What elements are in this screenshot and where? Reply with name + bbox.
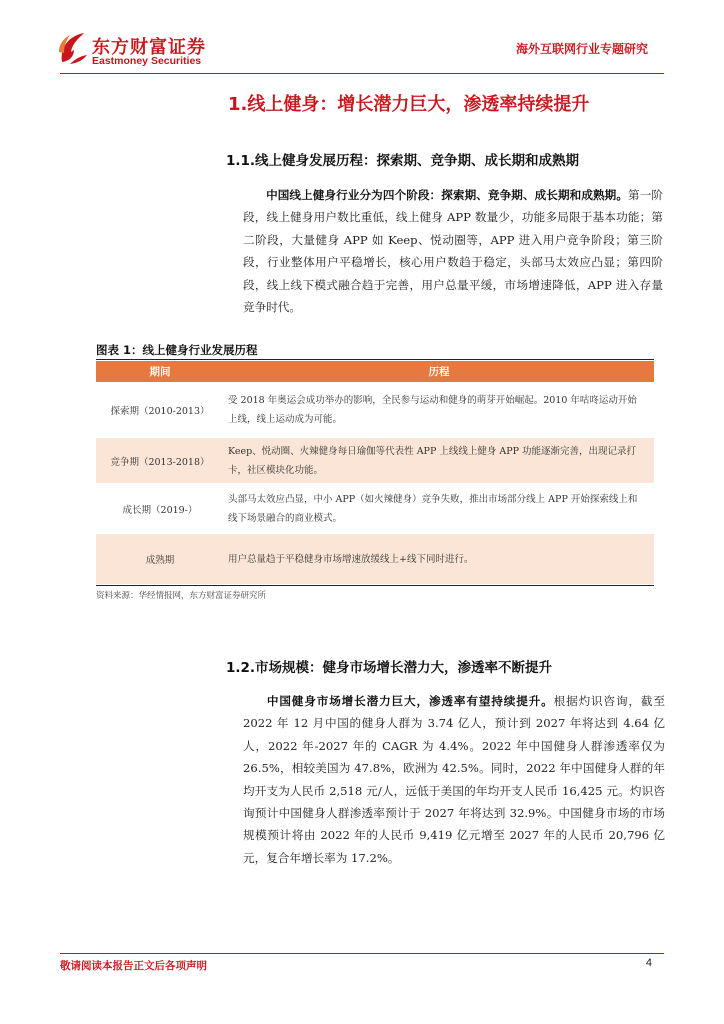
footer-divider (60, 953, 664, 954)
table-row (96, 534, 654, 584)
table-header-history: 历程 (224, 361, 654, 382)
table-bottom-rule (96, 585, 654, 586)
logo-chinese-name: 东方财富证券 (92, 37, 206, 58)
section-1-1-lead: 中国线上健身行业分为四个阶段：探索期、竞争期、成长期和成熟期。 (266, 188, 629, 202)
logo-english-name: Eastmoney Securities (92, 55, 202, 67)
table-title: 图表 1：线上健身行业发展历程 (96, 343, 258, 357)
page-number: 4 (645, 957, 652, 969)
table-cell-desc: 头部马太效应凸显，中小 APP（如火辣健身）竞争失败，推出市场部分线上 APP 开始探索线上和线下场景融合的商业模式。 (228, 493, 638, 524)
section-1-1-body: 第一阶段，线上健身用户数比重低，线上健身 APP 数量少，功能多局限于基本功能；第二阶段，大量健身 APP 如 Keep、悦动圈等，APP 进入用户竞争阶段；第三阶段，行业整体用户平稳增长，核心用户数趋于稳定，头部马太效应凸显；第四阶段，线上线下模式融合趋于完善，用户总量平缓，市场增速降低，APP 进入存量竞争时代。 (243, 188, 663, 315)
table-cell-period: 探索期（2010-2013） (110, 406, 210, 417)
report-type-label: 海外互联网行业专题研究 (515, 42, 648, 56)
section-1-2-body: 根据灼识咨询，截至 2022 年 12 月中国的健身人群为 3.74 亿人，预计到 2027 年将达到 4.64 亿人，2022 年-2027 年的 CAGR 为 4.4%。2022 年中国健身人群渗透率仅为 26.5%，相较美国为 47.8%，欧洲为 42.5%。同时，2022 年中国健身人群的年均开支为人民币 2,518 元/人，远低于美国的年均开支人民币 16,425 元。灼识咨询预计中国健身人群渗透率预计于 2027 年将达到 32.9%。中国健身市场的市场规模预计将由 2022 年的人民币 9,419 亿元增至 2027 年的人民币 20,796 亿元，复合年增长率为 17.2%。 (243, 694, 665, 865)
section-1-1-paragraph (243, 184, 663, 318)
table-cell-desc: 用户总量趋于平稳健身市场增速放缓线上+线下同时进行。 (224, 534, 654, 584)
header-divider (60, 73, 664, 74)
table-header-period: 期间 (96, 361, 224, 382)
footer-disclaimer: 敬请阅读本报告正文后各项声明 (60, 960, 207, 972)
section-1-1-title: 1.1.线上健身发展历程：探索期、竞争期、成长期和成熟期 (226, 153, 580, 169)
table-source-note: 资料来源：华经情报网，东方财富证券研究所 (96, 591, 267, 601)
eastmoney-logo-icon (56, 30, 90, 66)
table-row (96, 438, 654, 483)
table-top-rule (96, 359, 654, 360)
table-cell-period: 成熟期 (96, 534, 224, 584)
development-stages-table (96, 361, 654, 584)
table-header-row (96, 361, 654, 382)
section-1-title: 1.线上健身：增长潜力巨大，渗透率持续提升 (228, 94, 590, 115)
table-cell-period: 竞争期（2013-2018） (96, 438, 224, 483)
table-cell-desc: Keep、悦动圈、火辣健身每日瑜伽等代表性 APP 上线线上健身 APP 功能逐渐完善，出现记录打卡，社区模块化功能。 (224, 438, 654, 483)
table-cell-period: 成长期（2019-） (122, 504, 198, 516)
section-1-2-paragraph (243, 690, 665, 869)
section-1-2-lead: 中国健身市场增长潜力巨大，渗透率有望持续提升。 (266, 694, 554, 708)
table-cell-desc: 受 2018 年奥运会成功举办的影响，全民参与运动和健身的萌芽开始崛起。2010 年咕咚运动开始上线，线上运动成为可能。 (228, 395, 637, 425)
table-row (96, 382, 654, 438)
table-row (96, 483, 654, 534)
section-1-2-title: 1.2.市场规模：健身市场增长潜力大，渗透率不断提升 (226, 660, 553, 676)
